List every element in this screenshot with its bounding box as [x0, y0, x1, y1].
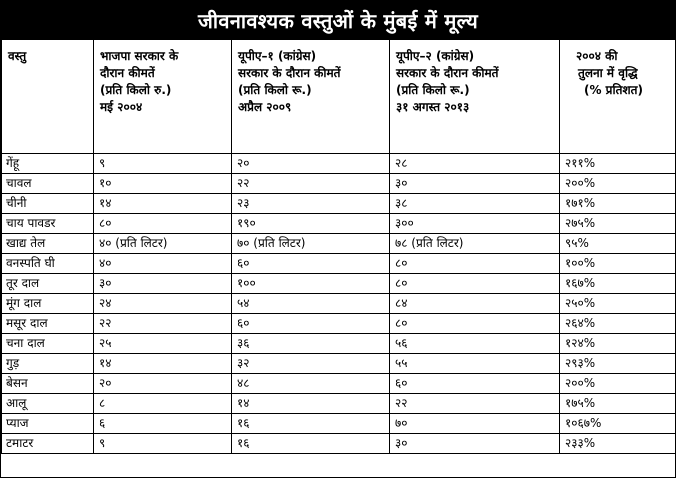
price-2013-cell: ६०	[390, 374, 560, 394]
column-header-line: तुलना में वृद्धि	[578, 66, 638, 80]
item-name-cell: मूंग दाल	[2, 294, 94, 314]
price-2009-cell: ६०	[232, 314, 390, 334]
price-2004-cell: १४	[94, 354, 232, 374]
price-2009-cell: १४	[232, 394, 390, 414]
price-2004-cell: ९	[94, 154, 232, 174]
column-header-line: ३१ अगस्त २०१३	[396, 100, 470, 114]
table-row	[2, 254, 676, 274]
price-2004-cell: ३०	[94, 274, 232, 294]
column-header-line: (प्रति किलो रु.)	[100, 83, 172, 97]
price-2013-cell: २८	[390, 154, 560, 174]
table-row	[2, 294, 676, 314]
price-2013-cell: ७८ (प्रति लिटर)	[390, 234, 560, 254]
item-name-cell: चावल	[2, 174, 94, 194]
price-2013-cell: ३००	[390, 214, 560, 234]
price-2009-cell: २०	[232, 154, 390, 174]
column-header-line: (% प्रतिशत)	[584, 83, 643, 97]
column-header-line: यूपीए–२ (कांग्रेस)	[396, 49, 475, 63]
column-header-line: २००४ की	[576, 49, 618, 63]
table-row	[2, 194, 676, 214]
item-name-cell: वनस्पति घी	[2, 254, 94, 274]
increase-percent-cell: २००%	[560, 174, 676, 194]
price-2004-cell: १४	[94, 194, 232, 214]
table-row	[2, 374, 676, 394]
item-name-cell: बेसन	[2, 374, 94, 394]
price-2013-cell: २२	[390, 394, 560, 414]
price-2004-cell: २२	[94, 314, 232, 334]
price-2004-cell: २५	[94, 334, 232, 354]
price-table	[1, 39, 676, 454]
price-2009-cell: १९०	[232, 214, 390, 234]
increase-percent-cell: २६४%	[560, 314, 676, 334]
table-row	[2, 414, 676, 434]
increase-percent-cell: २९३%	[560, 354, 676, 374]
item-name-cell: तूर दाल	[2, 274, 94, 294]
price-2004-cell: ४० (प्रति लिटर)	[94, 234, 232, 254]
table-row	[2, 434, 676, 454]
price-2004-cell: ९	[94, 434, 232, 454]
increase-percent-cell: ९५%	[560, 234, 676, 254]
price-2009-cell: १६	[232, 414, 390, 434]
increase-percent-cell: २५०%	[560, 294, 676, 314]
increase-percent-cell: २११%	[560, 154, 676, 174]
table-row	[2, 274, 676, 294]
document-title	[1, 1, 675, 39]
table-row	[2, 394, 676, 414]
price-2009-cell: ४८	[232, 374, 390, 394]
increase-percent-cell: १७१%	[560, 194, 676, 214]
table-row	[2, 354, 676, 374]
column-header-upa1-2009	[232, 40, 390, 154]
title-text: जीवनावश्यक वस्तुओं के मुंबई में मूल्य	[198, 8, 478, 33]
increase-percent-cell: २००%	[560, 374, 676, 394]
price-2009-cell: ७० (प्रति लिटर)	[232, 234, 390, 254]
column-header-line: (प्रति किलो रू.)	[238, 83, 312, 97]
price-2009-cell: ६०	[232, 254, 390, 274]
item-name-cell: चना दाल	[2, 334, 94, 354]
price-2013-cell: ८०	[390, 314, 560, 334]
table-header-row	[2, 40, 676, 154]
price-2009-cell: ३२	[232, 354, 390, 374]
price-2009-cell: ३६	[232, 334, 390, 354]
price-2004-cell: १०	[94, 174, 232, 194]
price-2013-cell: ८४	[390, 294, 560, 314]
item-name-cell: मसूर दाल	[2, 314, 94, 334]
column-header-line: सरकार के दौरान कीमतें	[396, 66, 499, 80]
item-name-cell: टमाटर	[2, 434, 94, 454]
price-2004-cell: २४	[94, 294, 232, 314]
column-header-line: अप्रैल २००९	[238, 100, 292, 114]
column-header-line: मई २००४	[100, 100, 143, 114]
increase-percent-cell: २७५%	[560, 214, 676, 234]
price-2004-cell: २०	[94, 374, 232, 394]
column-header-line: वस्तु	[8, 49, 27, 63]
price-2013-cell: ८०	[390, 274, 560, 294]
column-header-line: (प्रति किलो रू.)	[396, 83, 470, 97]
column-header-line: सरकार के दौरान कीमतें	[238, 66, 341, 80]
price-2013-cell: ३८	[390, 194, 560, 214]
table-row	[2, 214, 676, 234]
column-header-line: यूपीए–१ (कांग्रेस)	[238, 49, 317, 63]
increase-percent-cell: १२४%	[560, 334, 676, 354]
table-row	[2, 314, 676, 334]
price-2004-cell: ८	[94, 394, 232, 414]
item-name-cell: चीनी	[2, 194, 94, 214]
price-2009-cell: २३	[232, 194, 390, 214]
column-header-item	[2, 40, 94, 154]
column-header-line: भाजपा सरकार के	[100, 49, 179, 63]
price-2004-cell: ४०	[94, 254, 232, 274]
increase-percent-cell: २३३%	[560, 434, 676, 454]
price-2009-cell: १००	[232, 274, 390, 294]
increase-percent-cell: १०६७%	[560, 414, 676, 434]
price-2009-cell: ५४	[232, 294, 390, 314]
table-row	[2, 174, 676, 194]
increase-percent-cell: १७५%	[560, 394, 676, 414]
price-2013-cell: ८०	[390, 254, 560, 274]
price-2013-cell: ३०	[390, 434, 560, 454]
increase-percent-cell: १००%	[560, 254, 676, 274]
table-row	[2, 154, 676, 174]
price-2009-cell: २२	[232, 174, 390, 194]
increase-percent-cell: १६७%	[560, 274, 676, 294]
table-body	[2, 154, 676, 454]
column-header-bjp-2004	[94, 40, 232, 154]
price-2004-cell: ६	[94, 414, 232, 434]
table-row	[2, 234, 676, 254]
price-2013-cell: ३०	[390, 174, 560, 194]
item-name-cell: आलू	[2, 394, 94, 414]
price-2009-cell: १६	[232, 434, 390, 454]
item-name-cell: खाद्य तेल	[2, 234, 94, 254]
item-name-cell: चाय पावडर	[2, 214, 94, 234]
item-name-cell: गेंहू	[2, 154, 94, 174]
column-header-increase-percent	[560, 40, 676, 154]
price-2013-cell: ५६	[390, 334, 560, 354]
price-2013-cell: ७०	[390, 414, 560, 434]
price-2013-cell: ५५	[390, 354, 560, 374]
item-name-cell: गुड़	[2, 354, 94, 374]
column-header-line: दौरान कीमतें	[100, 66, 155, 80]
item-name-cell: प्याज	[2, 414, 94, 434]
column-header-upa2-2013	[390, 40, 560, 154]
price-2004-cell: ८०	[94, 214, 232, 234]
table-row	[2, 334, 676, 354]
